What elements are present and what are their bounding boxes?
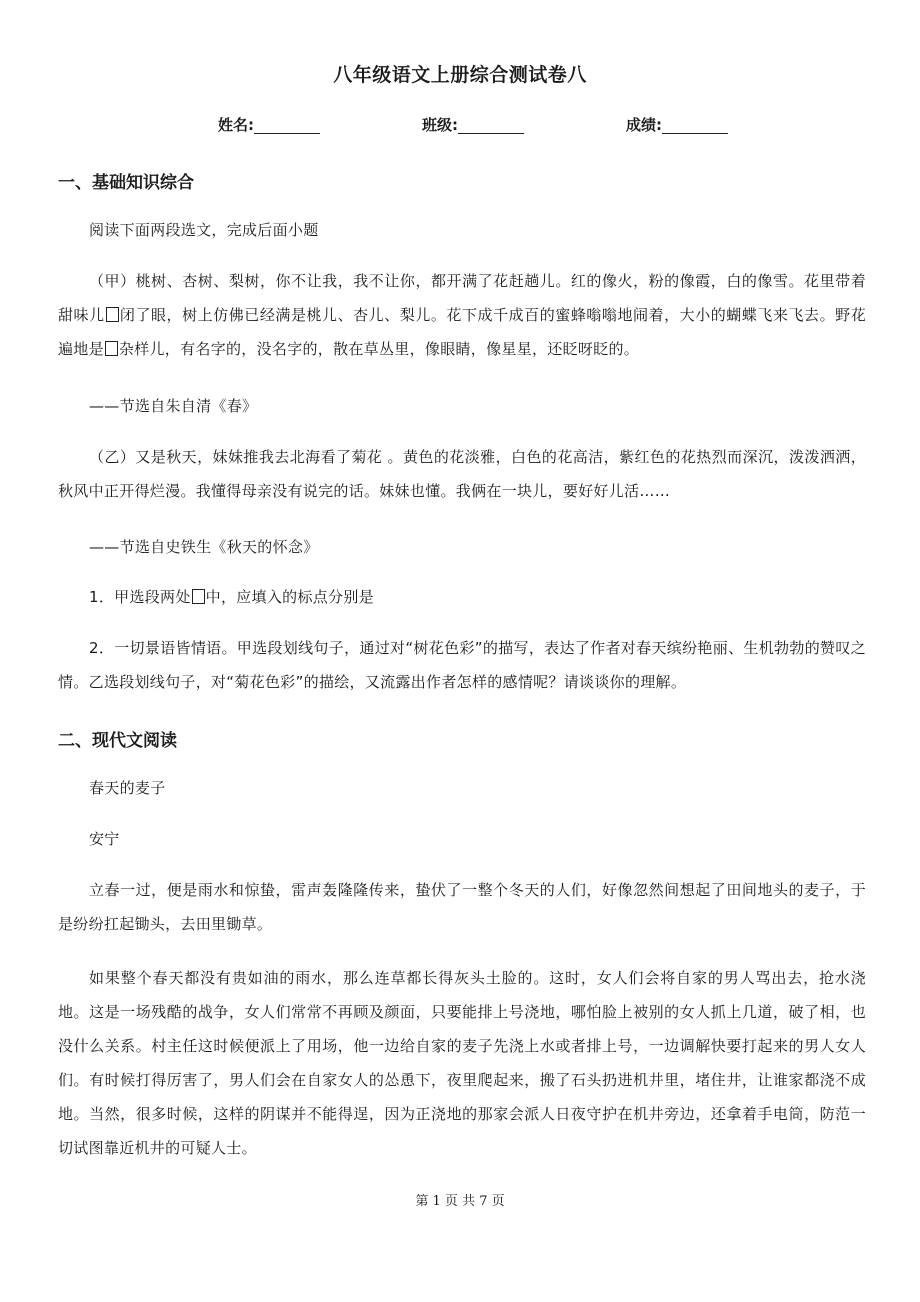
blank-box — [106, 307, 119, 322]
name-label: 姓名: — [218, 116, 254, 134]
class-blank — [458, 117, 524, 134]
name-field — [218, 114, 320, 135]
article-author: 安宁 — [89, 830, 120, 848]
score-field — [626, 114, 728, 135]
section2-heading: 二、现代文阅读 — [58, 731, 177, 751]
section1-heading: 一、基础知识综合 — [58, 173, 194, 193]
passage-a — [58, 264, 866, 366]
passage-a-part2: 闭了眼，树上仿佛已经满是桃儿、杏儿、梨儿。花下成千成百的蜜蜂嗡嗡地闹着，大小的蝴蝶飞来飞去。野花遍地是 — [58, 306, 867, 358]
page-footer: 第 1 页 共 7 页 — [415, 1194, 505, 1209]
passage-a-part1: （甲）桃树、杏树、梨树，你不让我，我不让你，都开满了花赶趟儿。红的像火，粉的像霞，白的像雪。花里带着甜味儿 — [58, 272, 866, 324]
source-b: ——节选自史铁生《秋天的怀念》 — [89, 538, 319, 556]
article-paragraph-2: 如果整个春天都没有贵如油的雨水，那么连草都长得灰头土脸的。这时，女人们会将自家的男人骂出去，抢水浇地。这是一场残酷的战争，女人们常常不再顾及颜面，只要能排上号浇地，哪怕脸上被别的女人抓上几道，破了相，也没什么关系。村主任这时候便派上了用场，他一边给自家的麦子先浇上水或者排上号，一边调解快要打起来的男人女人们。有时候打得厉害了，男人们会在自家女人的怂恿下，夜里爬起来，搬了石头扔进机井里，堵住井，让谁家都浇不成地。当然，很多时候，这样的阴谋并不能得逞，因为正浇地的那家会派人日夜守护在机井旁边，还拿着手电筒，防范一切试图靠近机井的可疑人士。 — [58, 969, 866, 1157]
class-field — [422, 114, 524, 135]
question-1-part1: 1．甲选段两处 — [89, 588, 191, 606]
article-title: 春天的麦子 — [89, 779, 166, 797]
name-blank — [254, 117, 320, 134]
score-blank — [662, 117, 728, 134]
page-title: 八年级语文上册综合测试卷八 — [333, 64, 587, 86]
score-label: 成绩: — [626, 116, 662, 134]
question-1-part2: 中，应填入的标点分别是 — [205, 588, 374, 606]
question-1 — [89, 580, 374, 614]
blank-box — [105, 341, 118, 356]
instruction-text: 阅读下面两段选文，完成后面小题 — [89, 221, 319, 239]
passage-a-part3: 杂样儿，有名字的，没名字的，散在草丛里，像眼睛，像星星，还眨呀眨的。 — [118, 340, 640, 358]
passage-b: （乙）又是秋天，妹妹推我去北海看了菊花 。黄色的花淡雅，白色的花高洁，紫红色的花热烈而深沉，泼泼洒洒，秋风中正开得烂漫。我懂得母亲没有说完的话。妹妹也懂。我俩在一块儿，要好好儿活…… — [58, 448, 866, 500]
class-label: 班级: — [422, 116, 458, 134]
question-2: 2．一切景语皆情语。甲选段划线句子，通过对“树花色彩”的描写，表达了作者对春天缤纷艳丽、生机勃勃的赞叹之情。乙选段划线句子，对“菊花色彩”的描绘，又流露出作者怎样的感情呢？请谈谈你的理解。 — [58, 639, 866, 691]
source-a: ——节选自朱自清《春》 — [89, 397, 258, 415]
article-paragraph-1: 立春一过，便是雨水和惊蛰，雷声轰隆隆传来，蛰伏了一整个冬天的人们，好像忽然间想起了田间地头的麦子，于是纷纷扛起锄头，去田里锄草。 — [58, 881, 866, 933]
blank-box — [192, 589, 205, 604]
